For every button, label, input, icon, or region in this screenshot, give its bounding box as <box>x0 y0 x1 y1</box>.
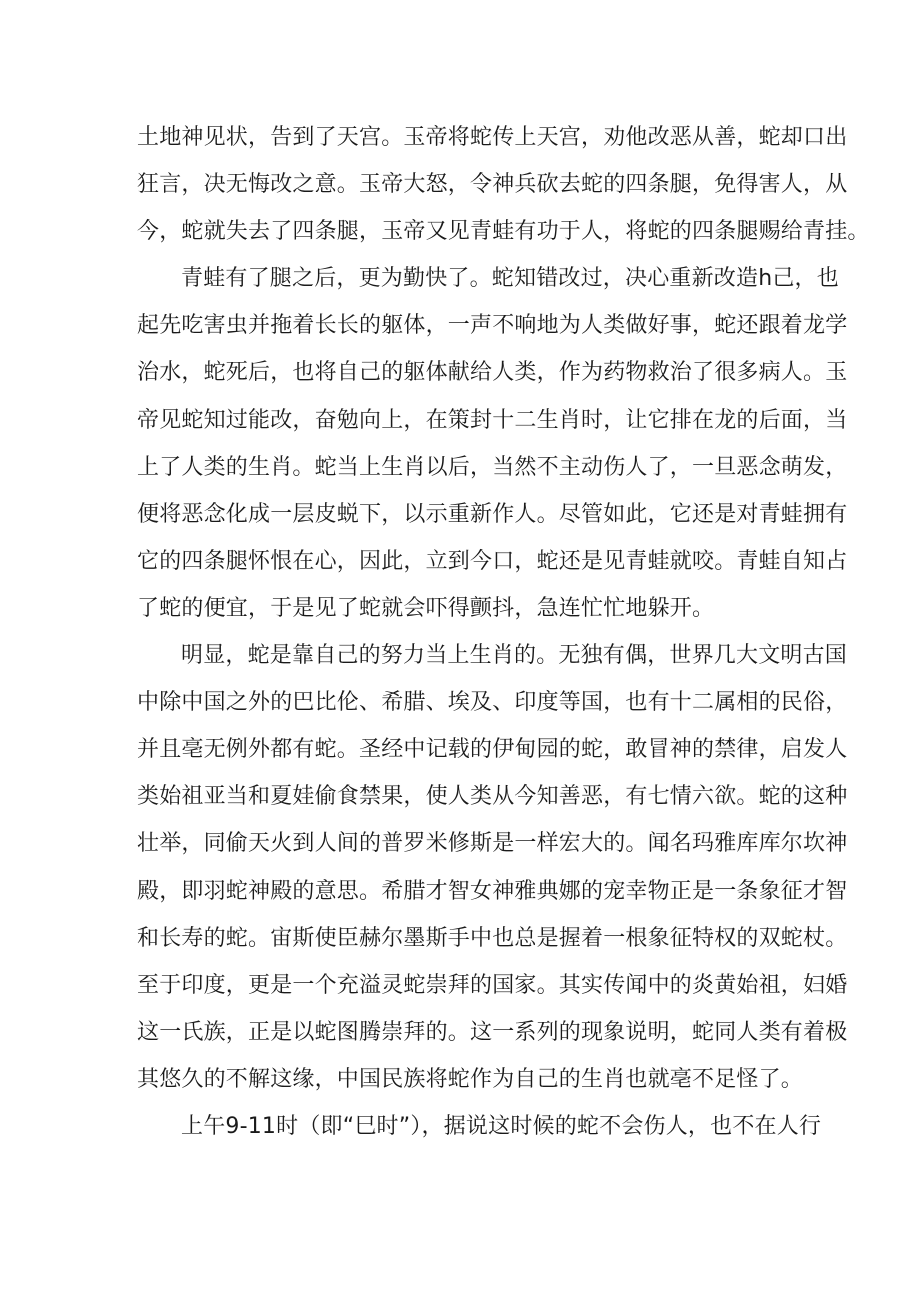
paragraph-first-line: 上午9-11时（即“巳时”），据说这时候的蛇不会伤人，也不在人行 <box>181 1113 822 1139</box>
text-line: 上了人类的生肖。蛇当上生肖以后，当然不主动伤人了，一旦恶念萌发， <box>137 454 848 480</box>
text-line: 了蛇的便宜，于是见了蛇就会吓得颤抖，急连忙忙地躲开。 <box>137 595 715 621</box>
text-line: 和长寿的蛇。宙斯使臣赫尔墨斯手中也总是握着一根象征特权的双蛇杖。 <box>137 925 848 951</box>
text-line: 壮举，同偷天火到人间的普罗米修斯是一样宏大的。闻名玛雅库库尔坎神 <box>137 831 848 857</box>
text-line: 并且亳无例外都有蛇。圣经中记载的伊甸园的蛇，敢冒神的禁律，启发人 <box>137 737 848 763</box>
text-line: 其悠久的不解这缘，中国民族将蛇作为自己的生肖也就亳不足怪了。 <box>137 1066 804 1092</box>
text-line: 中除中国之外的巴比伦、希腊、埃及、印度等国，也有十二属相的民俗， <box>137 690 848 716</box>
paragraph-first-line: 明显，蛇是靠自己的努力当上生肖的。无独有偶，世界几大文明古国 <box>181 643 848 669</box>
text-line: 便将恶念化成一层皮蜕下，以示重新作人。尽管如此，它还是对青蛙拥有 <box>137 501 848 527</box>
text-line: 至于印度，更是一个充溢灵蛇崇拜的国家。其实传闻中的炎黄始祖，妇婚 <box>137 972 848 998</box>
text-line: 土地神见状，告到了天宫。玉帝将蛇传上天宫，劝他改恶从善，蛇却口出 <box>137 125 848 150</box>
text-line: 帝见蛇知过能改，奋勉向上，在策封十二生肖时，让它排在龙的后面，当 <box>137 407 848 433</box>
text-line: 类始祖亚当和夏娃偷食禁果，使人类从今知善恶，有七情六欲。蛇的这种 <box>137 784 848 810</box>
text-line: 这一氏族，正是以蛇图腾崇拜的。这一系列的现象说明，蛇同人类有着极 <box>137 1019 848 1045</box>
text-line: 殿，即羽蛇神殿的意思。希腊才智女神雅典娜的宠幸物正是一条象征才智 <box>137 878 848 904</box>
text-line: 它的四条腿怀恨在心，因此，立到今口，蛇还是见青蛙就咬。青蛙自知占 <box>137 548 848 574</box>
paragraph-first-line: 青蛙有了腿之后，更为勤快了。蛇知错改过，决心重新改造h己，也 <box>181 266 839 292</box>
text-line: 治水，蛇死后，也将自己的躯体献给人类，作为药物救治了很多病人。玉 <box>137 360 848 386</box>
text-line: 起先吃害虫并拖着长长的躯体，一声不响地为人类做好事，蛇还跟着龙学 <box>137 313 848 339</box>
body-text <box>137 114 870 1150</box>
text-line: 狂言，决无悔改之意。玉帝大怒，令神兵砍去蛇的四条腿，免得害人，从 <box>137 172 848 198</box>
text-line: 今，蛇就失去了四条腿，玉帝又见青蛙有功于人，将蛇的四条腿赐给青挂。 <box>137 219 870 245</box>
